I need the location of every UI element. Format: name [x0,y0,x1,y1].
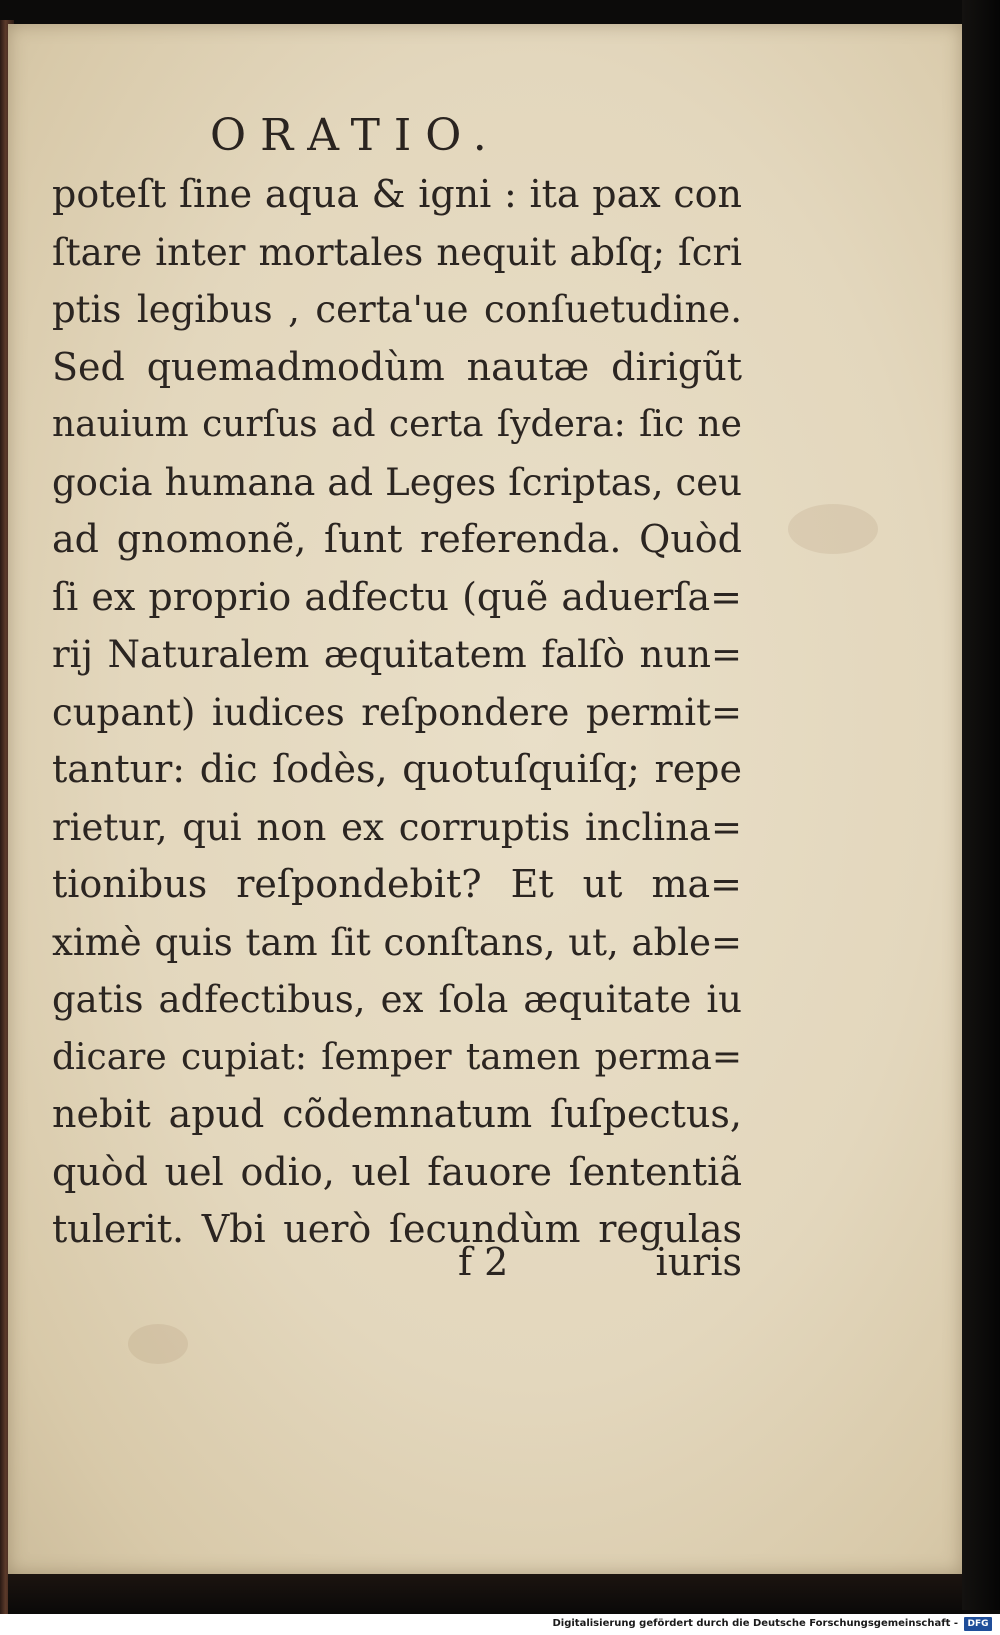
text-line: gocia humana ad Leges ſcriptas, ceu [52,460,742,504]
text-line: ptis legibus , certa'ue conſuetudine. [52,288,742,331]
signature-row [52,1240,742,1300]
text-line: rietur, qui non ex corruptis inclina= [52,805,742,849]
paper-stain [128,1324,188,1364]
dfg-logo-icon: DFG [964,1617,992,1631]
text-line: cupant) iudices reſpondere permit= [52,690,742,734]
signature-mark: f 2 [458,1240,509,1284]
text-line: tulerit. Vbi uerò ſecundùm regulas [52,1207,742,1251]
text-line: gatis adfectibus, ex ſola æquitate iu [52,978,742,1021]
text-line: nebit apud cõdemnatum ſuſpectus, [52,1092,742,1136]
text-line: nauium curſus ad certa ſydera: ſic ne [52,404,742,445]
text-line: ſi ex proprio adfectu (quẽ aduerſa= [52,574,742,619]
text-line: dicare cupiat: ſemper tamen perma= [52,1036,742,1078]
scan-bottom-edge [8,1574,962,1614]
text-line: ad gnomonẽ, ſunt referenda. Quòd [52,517,742,561]
running-head: ORATIO. [210,110,501,161]
scan-background-edge [962,0,1000,1610]
text-line: rij Naturalem æquitatem falſò nun= [52,633,742,676]
text-line: ſtare inter mortales nequit abſq; ſcri [52,230,742,274]
digitization-footer [0,1614,1000,1635]
paper-stain [788,504,878,554]
text-line: tantur: dic ſodès, quotuſquiſq; repe [52,747,742,791]
body-text [52,166,742,1259]
text-line: Sed quemadmodùm nautæ dirigũt [52,344,742,389]
text-line: tionibus reſpondebit? Et ut ma= [52,862,742,906]
catchword: iuris [655,1240,742,1284]
funding-credit: Digitalisierung gefördert durch die Deutsche Forschungsgemeinschaft - [552,1618,958,1629]
text-line: poteſt ſine aqua & igni : ita pax con [52,172,742,216]
text-line: quòd uel odio, uel fauore ſententiã [52,1149,742,1194]
text-line: ximè quis tam ſit conſtans, ut, able= [52,920,742,964]
